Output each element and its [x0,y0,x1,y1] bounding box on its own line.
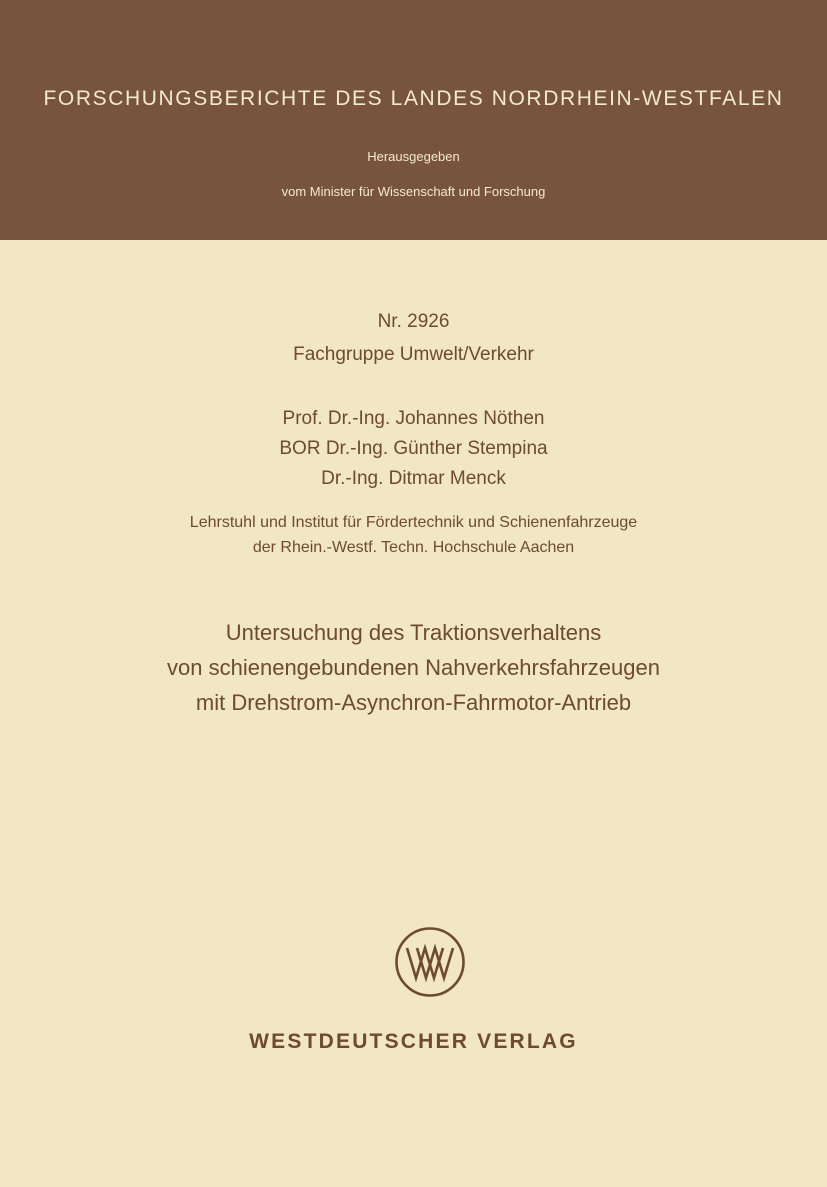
institute-line-1: Lehrstuhl und Institut für Fördertechnik und Schienenfahrzeuge [189,514,638,531]
series-publisher-label: Herausgegeben [367,149,460,164]
book-title-line-2: von schienengebundenen Nahverkehrsfahrzeugen [167,655,660,680]
series-header-band [0,0,827,240]
book-title-line-1: Untersuchung des Traktionsverhaltens [225,620,602,645]
institute-line-2: der Rhein.-Westf. Techn. Hochschule Aachen [252,539,575,556]
publisher-name: WESTDEUTSCHER VERLAG [249,1030,578,1053]
author-2: BOR Dr.-Ing. Günther Stempina [279,438,548,459]
report-group: Fachgruppe Umwelt/Verkehr [293,344,534,365]
series-minister: vom Minister für Wissenschaft und Forschung [281,184,546,199]
report-number: Nr. 2926 [377,311,450,332]
book-title-line-3: mit Drehstrom-Asynchron-Fahrmotor-Antrieb [195,690,632,715]
author-1: Prof. Dr.-Ing. Johannes Nöthen [282,408,545,429]
westdeutscher-verlag-logo-icon [394,926,466,998]
author-3: Dr.-Ing. Ditmar Menck [321,468,506,489]
series-title: FORSCHUNGSBERICHTE DES LANDES NORDRHEIN-WESTFALEN [43,87,784,110]
